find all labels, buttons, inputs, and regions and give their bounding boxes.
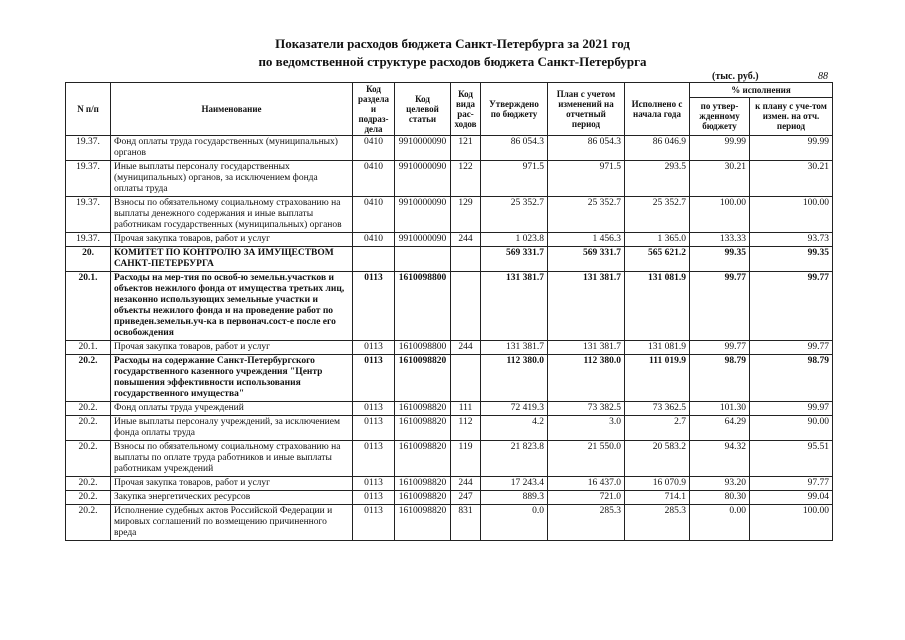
row-target-code: 1610098800 bbox=[395, 341, 451, 355]
table-row bbox=[66, 355, 833, 402]
row-number: 20. bbox=[66, 247, 111, 272]
row-plan: 721.0 bbox=[548, 491, 625, 505]
row-plan: 16 437.0 bbox=[548, 477, 625, 491]
row-razdel-code: 0113 bbox=[353, 402, 395, 416]
row-number: 19.37. bbox=[66, 161, 111, 197]
row-expense-type-code bbox=[451, 247, 481, 272]
row-name: Взносы по обязательному социальному страхованию на выплаты по оплате труда работников и иные выплаты работникам учреждений bbox=[111, 441, 353, 477]
row-pct-approved: 94.32 bbox=[690, 441, 750, 477]
row-razdel-code: 0113 bbox=[353, 477, 395, 491]
report-title: Показатели расходов бюджета Санкт-Петербурга за 2021 год bbox=[275, 36, 630, 51]
table-header-row bbox=[66, 83, 833, 98]
row-expense-type-code: 122 bbox=[451, 161, 481, 197]
table-row bbox=[66, 272, 833, 341]
row-approved: 4.2 bbox=[481, 416, 548, 441]
row-target-code: 9910000090 bbox=[395, 197, 451, 233]
table-row bbox=[66, 416, 833, 441]
row-expense-type-code: 121 bbox=[451, 136, 481, 161]
row-approved: 0.0 bbox=[481, 505, 548, 541]
row-target-code: 1610098820 bbox=[395, 402, 451, 416]
row-pct-plan: 30.21 bbox=[750, 161, 833, 197]
row-executed: 1 365.0 bbox=[625, 233, 690, 247]
row-target-code: 1610098820 bbox=[395, 441, 451, 477]
row-plan: 25 352.7 bbox=[548, 197, 625, 233]
row-pct-plan: 98.79 bbox=[750, 355, 833, 402]
row-executed: 2.7 bbox=[625, 416, 690, 441]
page-number: 88 bbox=[818, 71, 828, 82]
row-plan: 569 331.7 bbox=[548, 247, 625, 272]
row-expense-type-code: 111 bbox=[451, 402, 481, 416]
row-expense-type-code: 247 bbox=[451, 491, 481, 505]
row-name: Взносы по обязательному социальному страхованию на выплаты денежного содержания и иные выплаты работникам государственных (муниципальных) органов bbox=[111, 197, 353, 233]
row-executed: 73 362.5 bbox=[625, 402, 690, 416]
col-header-num: N п/п bbox=[66, 83, 111, 136]
row-approved: 1 023.8 bbox=[481, 233, 548, 247]
row-target-code: 1610098820 bbox=[395, 416, 451, 441]
row-approved: 25 352.7 bbox=[481, 197, 548, 233]
row-pct-plan: 90.00 bbox=[750, 416, 833, 441]
col-header-pct-group: % исполнения bbox=[690, 83, 833, 98]
row-executed: 565 621.2 bbox=[625, 247, 690, 272]
col-header-vid: Код вида рас-ходов bbox=[451, 83, 481, 136]
row-razdel-code: 0410 bbox=[353, 233, 395, 247]
row-name: Фонд оплаты труда учреждений bbox=[111, 402, 353, 416]
report-subtitle: по ведомственной структуре расходов бюджета Санкт-Петербурга bbox=[258, 54, 647, 69]
row-pct-plan: 99.99 bbox=[750, 136, 833, 161]
row-razdel-code: 0113 bbox=[353, 272, 395, 341]
row-pct-plan: 99.77 bbox=[750, 272, 833, 341]
row-target-code bbox=[395, 247, 451, 272]
table-row bbox=[66, 341, 833, 355]
row-pct-approved: 93.20 bbox=[690, 477, 750, 491]
row-plan: 285.3 bbox=[548, 505, 625, 541]
row-pct-approved: 98.79 bbox=[690, 355, 750, 402]
row-pct-plan: 95.51 bbox=[750, 441, 833, 477]
row-expense-type-code: 119 bbox=[451, 441, 481, 477]
col-header-tselevoy: Код целевой статьи bbox=[395, 83, 451, 136]
row-number: 20.2. bbox=[66, 416, 111, 441]
table-row bbox=[66, 247, 833, 272]
row-executed: 714.1 bbox=[625, 491, 690, 505]
row-executed: 131 081.9 bbox=[625, 272, 690, 341]
col-header-pct-utv: по утвер-жденному бюджету bbox=[690, 97, 750, 135]
row-razdel-code: 0113 bbox=[353, 505, 395, 541]
row-pct-approved: 99.35 bbox=[690, 247, 750, 272]
row-approved: 72 419.3 bbox=[481, 402, 548, 416]
row-name: Фонд оплаты труда государственных (муниципальных) органов bbox=[111, 136, 353, 161]
row-pct-plan: 99.04 bbox=[750, 491, 833, 505]
table-row bbox=[66, 441, 833, 477]
row-executed: 20 583.2 bbox=[625, 441, 690, 477]
table-row bbox=[66, 161, 833, 197]
table-body bbox=[66, 136, 833, 541]
row-executed: 16 070.9 bbox=[625, 477, 690, 491]
row-razdel-code: 0113 bbox=[353, 416, 395, 441]
row-razdel-code: 0113 bbox=[353, 355, 395, 402]
row-pct-approved: 133.33 bbox=[690, 233, 750, 247]
row-plan: 73 382.5 bbox=[548, 402, 625, 416]
row-name: Иные выплаты персоналу государственных (муниципальных) органов, за исключением фонда оплаты труда bbox=[111, 161, 353, 197]
row-number: 20.2. bbox=[66, 402, 111, 416]
table-row bbox=[66, 402, 833, 416]
row-expense-type-code bbox=[451, 272, 481, 341]
row-pct-approved: 101.30 bbox=[690, 402, 750, 416]
row-razdel-code: 0410 bbox=[353, 136, 395, 161]
row-target-code: 9910000090 bbox=[395, 136, 451, 161]
row-plan: 21 550.0 bbox=[548, 441, 625, 477]
row-pct-approved: 99.77 bbox=[690, 272, 750, 341]
row-number: 20.2. bbox=[66, 477, 111, 491]
row-pct-approved: 0.00 bbox=[690, 505, 750, 541]
row-target-code: 1610098820 bbox=[395, 491, 451, 505]
row-number: 20.1. bbox=[66, 272, 111, 341]
row-pct-plan: 100.00 bbox=[750, 197, 833, 233]
table-row bbox=[66, 491, 833, 505]
row-name: Расходы на содержание Санкт-Петербургского государственного казенного учреждения "Центр повышения эффективности использования государственного имущества" bbox=[111, 355, 353, 402]
row-number: 20.2. bbox=[66, 491, 111, 505]
row-executed: 25 352.7 bbox=[625, 197, 690, 233]
col-header-utv: Утверждено по бюджету bbox=[481, 83, 548, 136]
row-plan: 1 456.3 bbox=[548, 233, 625, 247]
table-row bbox=[66, 477, 833, 491]
row-approved: 889.3 bbox=[481, 491, 548, 505]
col-header-pct-plan: к плану с уче-том измен. на отч. период bbox=[750, 97, 833, 135]
row-plan: 86 054.3 bbox=[548, 136, 625, 161]
row-razdel-code: 0113 bbox=[353, 341, 395, 355]
row-expense-type-code: 129 bbox=[451, 197, 481, 233]
row-executed: 111 019.9 bbox=[625, 355, 690, 402]
row-razdel-code: 0410 bbox=[353, 161, 395, 197]
row-name: Прочая закупка товаров, работ и услуг bbox=[111, 477, 353, 491]
table-row bbox=[66, 233, 833, 247]
row-plan: 112 380.0 bbox=[548, 355, 625, 402]
row-expense-type-code: 831 bbox=[451, 505, 481, 541]
table-row bbox=[66, 136, 833, 161]
row-pct-approved: 100.00 bbox=[690, 197, 750, 233]
row-plan: 971.5 bbox=[548, 161, 625, 197]
row-pct-approved: 80.30 bbox=[690, 491, 750, 505]
col-header-plan: План с учетом изменений на отчетный период bbox=[548, 83, 625, 136]
row-plan: 131 381.7 bbox=[548, 341, 625, 355]
row-pct-plan: 99.77 bbox=[750, 341, 833, 355]
row-name: Прочая закупка товаров, работ и услуг bbox=[111, 233, 353, 247]
row-executed: 131 081.9 bbox=[625, 341, 690, 355]
row-approved: 971.5 bbox=[481, 161, 548, 197]
row-executed: 86 046.9 bbox=[625, 136, 690, 161]
row-name: Исполнение судебных актов Российской Федерации и мировых соглашений по возмещению причиненного вреда bbox=[111, 505, 353, 541]
row-name: Прочая закупка товаров, работ и услуг bbox=[111, 341, 353, 355]
row-target-code: 9910000090 bbox=[395, 161, 451, 197]
row-razdel-code bbox=[353, 247, 395, 272]
row-name: КОМИТЕТ ПО КОНТРОЛЮ ЗА ИМУЩЕСТВОМ САНКТ-ПЕТЕРБУРГА bbox=[111, 247, 353, 272]
row-pct-plan: 100.00 bbox=[750, 505, 833, 541]
row-number: 20.2. bbox=[66, 355, 111, 402]
row-pct-plan: 99.97 bbox=[750, 402, 833, 416]
row-target-code: 1610098800 bbox=[395, 272, 451, 341]
row-plan: 131 381.7 bbox=[548, 272, 625, 341]
row-name: Закупка энергетических ресурсов bbox=[111, 491, 353, 505]
row-razdel-code: 0410 bbox=[353, 197, 395, 233]
row-pct-approved: 99.99 bbox=[690, 136, 750, 161]
row-razdel-code: 0113 bbox=[353, 441, 395, 477]
col-header-name: Наименование bbox=[111, 83, 353, 136]
row-plan: 3.0 bbox=[548, 416, 625, 441]
units-label: (тыс. руб.) bbox=[712, 71, 759, 82]
row-expense-type-code: 244 bbox=[451, 341, 481, 355]
row-pct-approved: 99.77 bbox=[690, 341, 750, 355]
row-target-code: 1610098820 bbox=[395, 355, 451, 402]
budget-table bbox=[65, 82, 833, 541]
row-target-code: 1610098820 bbox=[395, 477, 451, 491]
row-pct-approved: 64.29 bbox=[690, 416, 750, 441]
row-pct-approved: 30.21 bbox=[690, 161, 750, 197]
row-number: 20.1. bbox=[66, 341, 111, 355]
row-number: 19.37. bbox=[66, 197, 111, 233]
row-number: 20.2. bbox=[66, 441, 111, 477]
row-expense-type-code: 112 bbox=[451, 416, 481, 441]
row-executed: 285.3 bbox=[625, 505, 690, 541]
row-approved: 17 243.4 bbox=[481, 477, 548, 491]
row-expense-type-code: 244 bbox=[451, 233, 481, 247]
row-razdel-code: 0113 bbox=[353, 491, 395, 505]
row-expense-type-code: 244 bbox=[451, 477, 481, 491]
row-executed: 293.5 bbox=[625, 161, 690, 197]
row-pct-plan: 99.35 bbox=[750, 247, 833, 272]
table-row bbox=[66, 197, 833, 233]
row-pct-plan: 97.77 bbox=[750, 477, 833, 491]
row-number: 19.37. bbox=[66, 136, 111, 161]
col-header-isp: Исполнено с начала года bbox=[625, 83, 690, 136]
col-header-razdel: Код раздела и подраз-дела bbox=[353, 83, 395, 136]
row-name: Иные выплаты персоналу учреждений, за исключением фонда оплаты труда bbox=[111, 416, 353, 441]
table-row bbox=[66, 505, 833, 541]
row-approved: 86 054.3 bbox=[481, 136, 548, 161]
row-approved: 131 381.7 bbox=[481, 272, 548, 341]
row-pct-plan: 93.73 bbox=[750, 233, 833, 247]
row-name: Расходы на мер-тия по освоб-ю земельн.участков и объектов нежилого фонда от имущества третьих лиц, незаконно использующих земельные участки и объекты нежилого фонда и на проведение работ по приведен.земельн.уч-ка в первонач.сост-е после его освобождения bbox=[111, 272, 353, 341]
row-approved: 21 823.8 bbox=[481, 441, 548, 477]
row-approved: 131 381.7 bbox=[481, 341, 548, 355]
row-number: 19.37. bbox=[66, 233, 111, 247]
row-target-code: 1610098820 bbox=[395, 505, 451, 541]
row-target-code: 9910000090 bbox=[395, 233, 451, 247]
row-number: 20.2. bbox=[66, 505, 111, 541]
row-expense-type-code bbox=[451, 355, 481, 402]
row-approved: 569 331.7 bbox=[481, 247, 548, 272]
row-approved: 112 380.0 bbox=[481, 355, 548, 402]
